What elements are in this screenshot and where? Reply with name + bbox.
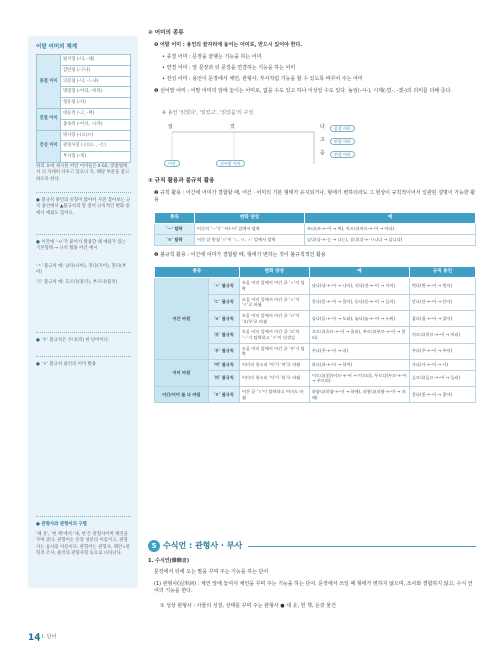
col-example: 예	[309, 267, 409, 278]
section-title-text: 관형사와 관형어의 구별	[41, 522, 87, 527]
cat-transform: 전성 어미	[37, 130, 61, 162]
table-cell: 어간 끝 받침 'ㄹ'이 'ㄴ, ㅂ, ㅅ' 앞에서 탈락	[195, 234, 305, 245]
table-cell: 하얗다(하얗-+-아 → 하얘), 파랗다(파랗-+-아 → 파래)	[309, 386, 409, 402]
diagram-ending-2: 고	[320, 137, 325, 143]
section-title: 수식언 : 관형사 · 부사	[163, 540, 243, 550]
diagram-ending-1: 다	[320, 124, 325, 130]
table-row	[155, 224, 476, 235]
section-5-header	[148, 540, 242, 552]
diagram-stem: 읽	[168, 124, 173, 130]
section-number: 5	[148, 540, 160, 552]
regular-def: ❶ 규칙 활용 : 어간에 어미가 결합할 때, 어간 · 어미의 기본 형태가 유지되거나, 형태가 변하더라도 그 현상이 규칙적이어서 일관된 설명이 가능한 활용	[154, 190, 476, 203]
table-cell: 어간 끝 'ㅎ'이 탈락하고 어미도 바뀜	[239, 386, 309, 402]
irregular-def: ❷ 불규칙 활용 : 어간에 어미가 결합할 때, 형태가 변하는 것이 불규칙적인 활용	[154, 252, 326, 258]
tag-prefinal: 선어말 어미	[216, 160, 245, 167]
divider	[36, 516, 131, 517]
table-cell: 'ㅅ' 불규칙	[208, 278, 239, 294]
final-item-2: • 연결 어미 : 앞 문장과 뒤 문장을 연결하는 기능을 하는 어미	[162, 65, 296, 71]
table-cell: '우' 불규칙	[208, 343, 239, 359]
table-cell: 치르다(치르-+-어 → 치러)	[409, 327, 475, 343]
table-cell: 좋다(좋-+-아 → 좋아)	[409, 386, 475, 402]
table-cell: 명령형 (-어라, -아라)	[61, 87, 131, 98]
table-cell: 돕다(돕-+-아 → 도와), 눕다(눕-+-어 → 누워)	[309, 310, 409, 326]
table-cell: 잡다(잡-+-아 → 잡아)	[409, 310, 475, 326]
diagram-ending-3: 음	[320, 150, 325, 156]
table-cell: 묻다(묻-+-어 → 물어), 듣다(듣-+-어 → 들어)	[309, 294, 409, 310]
descriptive-determiner: ① 성상 관형사 : 사물의 성질, 상태를 꾸며 주는 관형사 ● 새 옷, 헌 책, 온갖 물건	[160, 603, 336, 609]
sidebar-note-6: ● '우' 불규칙은 푸다(퍼) 한 단어이다.	[36, 338, 110, 343]
sidebar-section-title: ● 관형사와 관형어의 구별	[36, 522, 87, 527]
sub1-def: 문장에서 뒤에 오는 말을 꾸며 주는 기능을 하는 단어	[154, 569, 269, 575]
table-row	[155, 234, 476, 245]
col-kind: 종류	[155, 267, 240, 278]
sidebar-note-5: '르' 불규칙 예: 흐르다(흘러), 부르다(불러)	[36, 280, 118, 285]
table-cell: 의문형 (-니, -느냐)	[61, 76, 131, 87]
table-cell: 하다(하-+-아 → 하여)	[309, 359, 409, 370]
table-cell: 벗다(벗-+-어 → 벗어)	[409, 278, 475, 294]
table-cell: 'ㄹ' 탈락	[155, 234, 195, 245]
table-cell: 어간의 'ㅡ'가 '-아/-어' 앞에서 탈락	[195, 224, 305, 235]
table-cell: 흐르다(흐르-+-어 → 흘러), 부르다(부르-+-어 → 불러)	[309, 327, 409, 343]
table-cell: '르' 불규칙	[208, 327, 239, 343]
sidebar	[28, 36, 138, 588]
tag-stem: 어간	[164, 160, 180, 167]
table-cell: 'ㅡ' 탈락	[155, 224, 195, 235]
table-cell: 대등적 (-고, -며)	[61, 108, 131, 119]
sidebar-note-3: ● 어간에 '-ㅂ'가 붙어서 활용할 때 예외가 있는 기본형태 → 규칙 활용 어간 예시	[36, 240, 126, 252]
table-cell: 모음 어미 앞에서 어간 끝 'ㅅ'이 탈락	[239, 278, 309, 294]
table-cell: 이르다(至)(이르-+-어 → 이르러), 푸르다(푸르-+-어 → 푸르러)	[309, 370, 409, 386]
group-cell: 어간 바뀜	[155, 278, 209, 360]
sidebar-title: 어말 어미의 체계	[36, 44, 78, 50]
table-cell: 청유형 (-자)	[61, 98, 131, 109]
note-text: 어간에 '-ㅂ'가 붙어서 활용할 때 예외가 있는 기본형태 → 규칙 활용 어간 예시	[36, 240, 126, 252]
table-cell: 'ㄷ' 불규칙	[208, 294, 239, 310]
table-cell: '여' 불규칙	[208, 359, 239, 370]
sidebar-note-4: 'ㅅ' 불규칙 예: 낫다(나아), 짓다(지어), 붓다(부어)	[36, 264, 127, 276]
irregular-table	[154, 266, 476, 403]
table-cell: 'ㅎ' 불규칙	[208, 386, 239, 402]
regular-table	[154, 212, 476, 246]
table-cell: 모음 어미 앞에서 어간 끝 'ㅂ'이 '오/우'로 바뀜	[239, 310, 309, 326]
table-cell: 평서형 (-다, -네)	[61, 55, 131, 66]
group-cell: 어미 바뀜	[155, 359, 209, 386]
table-cell: 'ㅂ' 불규칙	[208, 310, 239, 326]
final-ending-def: ❶ 어말 어미 : 용언의 끝자리에 놓이는 어미로, 반드시 있어야 한다.	[154, 42, 303, 48]
note-text: 'ㅎ' 불규칙 용언의 어미 활용	[41, 362, 97, 367]
group-cell: 어간/어미 둘 다 바뀜	[155, 386, 209, 402]
table-cell: 모음 어미 앞에서 어간 끝 'ㄷ'이 'ㄹ'로 바뀜	[239, 294, 309, 310]
tag-ending-3: 전성 어미	[330, 151, 355, 158]
sidebar-note-2: ● 불규칙 용언의 유형이 많아서 사전 찾아보는 규칙 용언에서 ▲불규칙의 말 절이 규칙적인 변화 중에서 예외도 있어요.	[36, 198, 131, 216]
tag-ending-2: 연결 어미	[330, 138, 355, 145]
table-row	[155, 278, 476, 294]
note-text: 불규칙 용언의 유형이 많아서 사전 찾아보는 규칙 용언에서 ▲불규칙의 말 절이 규칙적인 변화 중에서 예외도 있어요.	[36, 198, 131, 216]
sidebar-note-7: ● 'ㅎ' 불규칙 용언의 어미 활용	[36, 362, 97, 367]
table-cell: 관형사형 (-(으)ㄴ, -는)	[61, 141, 131, 152]
table-cell: 감탄형 (-구나)	[61, 65, 131, 76]
diagram-prefinal: 었	[230, 124, 235, 130]
table-cell: 쓰다(쓰-+-어 → 써), 아프다(아프-+-아 → 아파)	[305, 224, 476, 235]
table-row	[155, 386, 476, 402]
section-rule	[248, 546, 476, 547]
table-cell: 어미의 첫소리 '아'가 '여'로 바뀜	[239, 359, 309, 370]
cat-final: 종결 어미	[37, 55, 61, 109]
table-cell: 푸다(푸-+-어 → 퍼)	[309, 343, 409, 359]
table-cell: 사다(사-+-아 → 사)	[409, 359, 475, 370]
subheading-1: 1. 수식언(修飾言)	[148, 558, 190, 564]
note-text: '우' 불규칙은 푸다(퍼) 한 단어이다.	[41, 338, 110, 343]
final-item-1: • 종결 어미 : 문장을 끝맺는 기능을 하는 어미	[162, 54, 262, 60]
table-cell: 낫다(낫-+-아 → 나아), 짓다(짓-+-어 → 지어)	[309, 278, 409, 294]
col-kind: 종류	[155, 213, 195, 224]
table-cell: 모음 어미 앞에서 어간 끝 '우'가 탈락	[239, 343, 309, 359]
table-cell: '러' 불규칙	[208, 370, 239, 386]
table-cell: 명사형 (-(으)ㅁ)	[61, 130, 131, 141]
table-cell: 들르다(들르-+-어 → 들러)	[409, 370, 475, 386]
divider	[36, 356, 131, 357]
cat-connect: 연결 어미	[37, 108, 61, 130]
col-change: 변화 양상	[195, 213, 305, 224]
col-regular: 규칙 용언	[409, 267, 475, 278]
table-cell: 어미의 첫소리 '어'가 '러'로 바뀜	[239, 370, 309, 386]
prefinal-example: ※ 용언 '읽었다', '읽었고', '읽었음'의 구성	[162, 110, 254, 116]
tag-ending-1: 종결 어미	[330, 125, 355, 132]
sidebar-section-text: '새 옷', '헌 책'에서 '새, 헌'은 관형사이며 체언을 꾸며 준다. 관형어는 문장 성분의 이름이고, 관형사는 품사의 이름이다. 관형어는 관형사, 체언+관형격 조사, 용언의 관형사형 등으로 나타난다.	[36, 532, 131, 557]
sidebar-note-1: 위의 표에 제시된 어말 어미들은 Ⅱ-02, 맞춤법에서 더 자세히 다루고 있으니 꼭, 해당 부분을 참고하도록 한다.	[36, 164, 130, 182]
determiner-def: (1) 관형사(冠形詞) : 체언 앞에 놓여서 체언을 꾸며 주는 기능을 하는 단어. 문장에서 쓰일 때 형태가 변하지 않으며, 조사와 결합하지 않고, 수식 언어의 기능을 한다.	[154, 581, 473, 594]
ending-structure-diagram	[164, 124, 384, 170]
heading-ending-kinds: ② 어미의 종류	[148, 30, 184, 36]
table-cell: 닫다(닫-+-아 → 닫아)	[409, 294, 475, 310]
page-number: 14	[28, 633, 41, 643]
table-cell: 종속적 (-어서, -니까)	[61, 119, 131, 130]
final-item-3: • 전성 어미 : 용언이 문장에서 체언, 관형사, 부사처럼 기능을 할 수 있도록 바꾸어 주는 어미	[162, 76, 363, 82]
col-change: 변화 양상	[239, 267, 309, 278]
table-cell: 모음 어미 앞에서 어간 끝 '르'의 'ㅡ'가 탈락하고 'ㄹ'이 덧생김	[239, 327, 309, 343]
col-example: 예	[305, 213, 476, 224]
prefinal-def: ❷ 선어말 어미 : 어말 어미의 앞에 놓이는 어미로, 없을 수도 있고 하나 이상일 수도 있다. 높임(-시-), 시제(-었-, -겠-)의 의미를 더해 준다.	[154, 88, 452, 94]
chapter-label: Ⅰ. 단어	[42, 634, 57, 640]
table-cell: 날다(날-+-는 → 나는), 살다(살-+-ㅂ니다 → 삽니다)	[305, 234, 476, 245]
divider	[38, 633, 39, 641]
divider	[36, 192, 131, 193]
table-cell: 주다(주-+-어 → 주어)	[409, 343, 475, 359]
table-cell: 부사형 (-게)	[61, 152, 131, 163]
table-row	[155, 359, 476, 370]
divider	[36, 234, 131, 235]
divider	[36, 332, 131, 333]
heading-irregular: ③ 규칙 활용과 불규칙 활용	[148, 178, 215, 184]
ending-system-table	[36, 54, 131, 163]
